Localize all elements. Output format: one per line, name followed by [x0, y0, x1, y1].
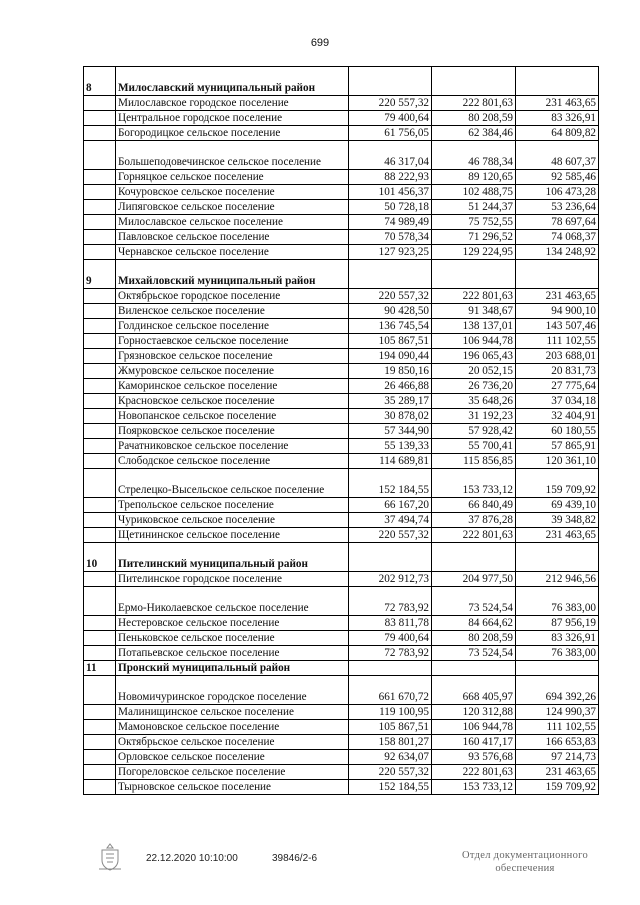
row-index-cell [84, 750, 116, 765]
settlement-name: Центральное городское поселение [116, 111, 349, 126]
value-year-3: 166 653,83 [516, 735, 599, 750]
value-year-1: 72 783,92 [349, 646, 432, 661]
value-year-2: 37 876,28 [432, 513, 516, 528]
row-index-cell [84, 765, 116, 780]
row-index-cell [84, 334, 116, 349]
row-index-cell [84, 616, 116, 631]
table-row [84, 587, 599, 616]
value-year-3: 212 946,56 [516, 572, 599, 587]
value-year-2: 222 801,63 [432, 765, 516, 780]
table-row [84, 735, 599, 750]
settlement-name: Чернавское сельское поселение [116, 245, 349, 260]
value-year-1: 55 139,33 [349, 439, 432, 454]
value-year-1: 661 670,72 [349, 676, 432, 705]
value-year-1: 37 494,74 [349, 513, 432, 528]
value-year-3: 83 326,91 [516, 111, 599, 126]
settlement-name: Чуриковское сельское поселение [116, 513, 349, 528]
value-year-2: 31 192,23 [432, 409, 516, 424]
value-year-2: 84 664,62 [432, 616, 516, 631]
value-year-2: 196 065,43 [432, 349, 516, 364]
value-year-3: 94 900,10 [516, 304, 599, 319]
value-year-3: 111 102,55 [516, 720, 599, 735]
table-row [84, 780, 599, 795]
table-row [84, 126, 599, 141]
value-year-2: 51 244,37 [432, 200, 516, 215]
table-row [84, 646, 599, 661]
settlement-name: Октябрьское городское поселение [116, 289, 349, 304]
value-year-3: 134 248,92 [516, 245, 599, 260]
empty-cell [349, 661, 432, 676]
value-year-3: 87 956,19 [516, 616, 599, 631]
value-year-2: 102 488,75 [432, 185, 516, 200]
empty-cell [432, 67, 516, 96]
page-number: 699 [310, 37, 330, 49]
table-row [84, 200, 599, 215]
value-year-1: 26 466,88 [349, 379, 432, 394]
value-year-2: 160 417,17 [432, 735, 516, 750]
value-year-1: 127 923,25 [349, 245, 432, 260]
value-year-1: 46 317,04 [349, 141, 432, 170]
value-year-3: 32 404,91 [516, 409, 599, 424]
section-number: 10 [84, 543, 116, 572]
row-index-cell [84, 245, 116, 260]
empty-cell [432, 260, 516, 289]
row-index-cell [84, 735, 116, 750]
settlement-name: Горняцкое сельское поселение [116, 170, 349, 185]
empty-cell [349, 260, 432, 289]
district-name: Пронский муниципальный район [116, 661, 349, 676]
settlement-name: Мамоновское сельское поселение [116, 720, 349, 735]
settlement-name: Слободское сельское поселение [116, 454, 349, 469]
table-row [84, 245, 599, 260]
table-row [84, 498, 599, 513]
table-row [84, 185, 599, 200]
settlement-name: Рачатниковское сельское поселение [116, 439, 349, 454]
table-row [84, 572, 599, 587]
district-name: Михайловский муниципальный район [116, 260, 349, 289]
value-year-2: 153 733,12 [432, 780, 516, 795]
district-name: Пителинский муниципальный район [116, 543, 349, 572]
value-year-2: 115 856,85 [432, 454, 516, 469]
row-index-cell [84, 319, 116, 334]
settlement-name: Малинищинское сельское поселение [116, 705, 349, 720]
value-year-1: 194 090,44 [349, 349, 432, 364]
table-row [84, 111, 599, 126]
settlement-name: Красновское сельское поселение [116, 394, 349, 409]
value-year-3: 53 236,64 [516, 200, 599, 215]
value-year-1: 105 867,51 [349, 334, 432, 349]
value-year-2: 75 752,55 [432, 215, 516, 230]
value-year-3: 20 831,73 [516, 364, 599, 379]
settlement-name: Ермо-Николаевское сельское поселение [116, 587, 349, 616]
settlement-name: Новомичуринское городское поселение [116, 676, 349, 705]
row-index-cell [84, 528, 116, 543]
row-index-cell [84, 96, 116, 111]
value-year-2: 57 928,42 [432, 424, 516, 439]
value-year-2: 204 977,50 [432, 572, 516, 587]
value-year-1: 74 989,49 [349, 215, 432, 230]
value-year-1: 220 557,32 [349, 765, 432, 780]
settlement-name: Стрелецко-Высельское сельское поселение [116, 469, 349, 498]
table-row [84, 394, 599, 409]
row-index-cell [84, 631, 116, 646]
row-index-cell [84, 349, 116, 364]
value-year-3: 143 507,46 [516, 319, 599, 334]
department-stamp [440, 849, 610, 875]
settlement-name: Грязновское сельское поселение [116, 349, 349, 364]
value-year-3: 203 688,01 [516, 349, 599, 364]
settlement-name: Трепольское сельское поселение [116, 498, 349, 513]
row-index-cell [84, 439, 116, 454]
value-year-2: 35 648,26 [432, 394, 516, 409]
table-row [84, 289, 599, 304]
empty-cell [432, 661, 516, 676]
value-year-2: 80 208,59 [432, 631, 516, 646]
value-year-3: 97 214,73 [516, 750, 599, 765]
value-year-3: 37 034,18 [516, 394, 599, 409]
settlement-name: Нестеровское сельское поселение [116, 616, 349, 631]
settlement-name: Милославское городское поселение [116, 96, 349, 111]
settlement-name: Щетининское сельское поселение [116, 528, 349, 543]
value-year-3: 64 809,82 [516, 126, 599, 141]
value-year-3: 74 068,37 [516, 230, 599, 245]
value-year-2: 138 137,01 [432, 319, 516, 334]
value-year-1: 83 811,78 [349, 616, 432, 631]
value-year-2: 66 840,49 [432, 498, 516, 513]
empty-cell [516, 661, 599, 676]
table-body [84, 67, 599, 795]
settlement-name: Пителинское городское поселение [116, 572, 349, 587]
value-year-1: 57 344,90 [349, 424, 432, 439]
value-year-1: 61 756,05 [349, 126, 432, 141]
table-row [84, 141, 599, 170]
row-index-cell [84, 215, 116, 230]
table-row [84, 379, 599, 394]
table-row [84, 230, 599, 245]
settlement-name: Тырновское сельское поселение [116, 780, 349, 795]
value-year-2: 222 801,63 [432, 289, 516, 304]
row-index-cell [84, 230, 116, 245]
value-year-1: 70 578,34 [349, 230, 432, 245]
value-year-1: 79 400,64 [349, 111, 432, 126]
table-row [84, 409, 599, 424]
row-index-cell [84, 170, 116, 185]
value-year-2: 62 384,46 [432, 126, 516, 141]
value-year-1: 35 289,17 [349, 394, 432, 409]
row-index-cell [84, 454, 116, 469]
value-year-3: 231 463,65 [516, 289, 599, 304]
row-index-cell [84, 379, 116, 394]
settlement-name: Большеподовечинское сельское поселение [116, 141, 349, 170]
settlement-name: Октябрьское сельское поселение [116, 735, 349, 750]
table-row [84, 454, 599, 469]
section-number: 9 [84, 260, 116, 289]
row-index-cell [84, 498, 116, 513]
value-year-3: 231 463,65 [516, 528, 599, 543]
table-row [84, 364, 599, 379]
row-index-cell [84, 200, 116, 215]
value-year-3: 694 392,26 [516, 676, 599, 705]
district-header-row [84, 67, 599, 96]
table-row [84, 96, 599, 111]
row-index-cell [84, 141, 116, 170]
value-year-2: 222 801,63 [432, 96, 516, 111]
row-index-cell [84, 126, 116, 141]
stamp-line-1: Отдел документационного [461, 850, 589, 861]
value-year-2: 89 120,65 [432, 170, 516, 185]
value-year-1: 152 184,55 [349, 469, 432, 498]
value-year-1: 136 745,54 [349, 319, 432, 334]
district-name: Милославский муниципальный район [116, 67, 349, 96]
row-index-cell [84, 394, 116, 409]
empty-cell [432, 543, 516, 572]
value-year-2: 20 052,15 [432, 364, 516, 379]
row-index-cell [84, 780, 116, 795]
settlement-name: Погореловское сельское поселение [116, 765, 349, 780]
coat-of-arms-icon [97, 842, 123, 872]
value-year-3: 106 473,28 [516, 185, 599, 200]
value-year-1: 50 728,18 [349, 200, 432, 215]
settlement-name: Каморинское сельское поселение [116, 379, 349, 394]
table-row [84, 170, 599, 185]
value-year-3: 78 697,64 [516, 215, 599, 230]
value-year-1: 152 184,55 [349, 780, 432, 795]
value-year-2: 129 224,95 [432, 245, 516, 260]
settlement-name: Милославское сельское поселение [116, 215, 349, 230]
value-year-2: 120 312,88 [432, 705, 516, 720]
value-year-1: 72 783,92 [349, 587, 432, 616]
value-year-2: 46 788,34 [432, 141, 516, 170]
empty-cell [349, 543, 432, 572]
value-year-1: 220 557,32 [349, 528, 432, 543]
settlement-name: Потапьевское сельское поселение [116, 646, 349, 661]
row-index-cell [84, 289, 116, 304]
row-index-cell [84, 469, 116, 498]
value-year-2: 106 944,78 [432, 334, 516, 349]
settlement-name: Голдинское сельское поселение [116, 319, 349, 334]
settlement-name: Кочуровское сельское поселение [116, 185, 349, 200]
table-row [84, 215, 599, 230]
value-year-3: 231 463,65 [516, 765, 599, 780]
value-year-2: 73 524,54 [432, 646, 516, 661]
value-year-2: 93 576,68 [432, 750, 516, 765]
value-year-3: 60 180,55 [516, 424, 599, 439]
footer-doc-id: 39846/2-6 [272, 853, 318, 864]
value-year-3: 69 439,10 [516, 498, 599, 513]
table-row [84, 705, 599, 720]
value-year-3: 83 326,91 [516, 631, 599, 646]
value-year-2: 73 524,54 [432, 587, 516, 616]
table-row [84, 676, 599, 705]
row-index-cell [84, 720, 116, 735]
value-year-3: 48 607,37 [516, 141, 599, 170]
table-row [84, 720, 599, 735]
row-index-cell [84, 409, 116, 424]
value-year-1: 90 428,50 [349, 304, 432, 319]
value-year-2: 55 700,41 [432, 439, 516, 454]
value-year-1: 202 912,73 [349, 572, 432, 587]
value-year-3: 57 865,91 [516, 439, 599, 454]
empty-cell [516, 67, 599, 96]
district-header-row [84, 260, 599, 289]
empty-cell [349, 67, 432, 96]
row-index-cell [84, 111, 116, 126]
section-number: 8 [84, 67, 116, 96]
value-year-2: 91 348,67 [432, 304, 516, 319]
table-row [84, 750, 599, 765]
value-year-2: 222 801,63 [432, 528, 516, 543]
row-index-cell [84, 513, 116, 528]
table-row [84, 334, 599, 349]
value-year-3: 159 709,92 [516, 780, 599, 795]
table-row [84, 528, 599, 543]
footer-datetime: 22.12.2020 10:10:00 [146, 853, 238, 864]
settlement-name: Пеньковское сельское поселение [116, 631, 349, 646]
settlement-name: Горностаевское сельское поселение [116, 334, 349, 349]
table-row [84, 424, 599, 439]
table-row [84, 349, 599, 364]
value-year-3: 111 102,55 [516, 334, 599, 349]
value-year-2: 153 733,12 [432, 469, 516, 498]
district-header-row [84, 661, 599, 676]
table-row [84, 439, 599, 454]
row-index-cell [84, 304, 116, 319]
value-year-1: 88 222,93 [349, 170, 432, 185]
value-year-3: 39 348,82 [516, 513, 599, 528]
value-year-1: 105 867,51 [349, 720, 432, 735]
value-year-1: 19 850,16 [349, 364, 432, 379]
table-row [84, 319, 599, 334]
value-year-1: 158 801,27 [349, 735, 432, 750]
table-row [84, 304, 599, 319]
row-index-cell [84, 646, 116, 661]
value-year-3: 76 383,00 [516, 646, 599, 661]
value-year-1: 66 167,20 [349, 498, 432, 513]
settlement-name: Новопанское сельское поселение [116, 409, 349, 424]
table-row [84, 469, 599, 498]
settlement-name: Липяговское сельское поселение [116, 200, 349, 215]
settlement-name: Богородицкое сельское поселение [116, 126, 349, 141]
value-year-3: 27 775,64 [516, 379, 599, 394]
value-year-1: 92 634,07 [349, 750, 432, 765]
row-index-cell [84, 572, 116, 587]
value-year-2: 668 405,97 [432, 676, 516, 705]
row-index-cell [84, 424, 116, 439]
value-year-2: 26 736,20 [432, 379, 516, 394]
value-year-3: 92 585,46 [516, 170, 599, 185]
settlement-name: Виленское сельское поселение [116, 304, 349, 319]
row-index-cell [84, 364, 116, 379]
section-number: 11 [84, 661, 116, 676]
value-year-1: 30 878,02 [349, 409, 432, 424]
row-index-cell [84, 185, 116, 200]
table-row [84, 765, 599, 780]
settlement-name: Орловское сельское поселение [116, 750, 349, 765]
empty-cell [516, 543, 599, 572]
settlement-name: Жмуровское сельское поселение [116, 364, 349, 379]
value-year-3: 159 709,92 [516, 469, 599, 498]
empty-cell [516, 260, 599, 289]
value-year-1: 220 557,32 [349, 289, 432, 304]
row-index-cell [84, 705, 116, 720]
settlement-name: Поярковское сельское поселение [116, 424, 349, 439]
settlement-name: Павловское сельское поселение [116, 230, 349, 245]
stamp-line-2: обеспечения [495, 863, 555, 874]
value-year-2: 71 296,52 [432, 230, 516, 245]
value-year-3: 231 463,65 [516, 96, 599, 111]
value-year-2: 106 944,78 [432, 720, 516, 735]
row-index-cell [84, 676, 116, 705]
value-year-3: 124 990,37 [516, 705, 599, 720]
value-year-2: 80 208,59 [432, 111, 516, 126]
value-year-3: 120 361,10 [516, 454, 599, 469]
value-year-1: 220 557,32 [349, 96, 432, 111]
district-header-row [84, 543, 599, 572]
budget-table [83, 66, 599, 795]
value-year-1: 114 689,81 [349, 454, 432, 469]
value-year-1: 101 456,37 [349, 185, 432, 200]
value-year-1: 79 400,64 [349, 631, 432, 646]
table-row [84, 631, 599, 646]
value-year-3: 76 383,00 [516, 587, 599, 616]
table-row [84, 513, 599, 528]
row-index-cell [84, 587, 116, 616]
value-year-1: 119 100,95 [349, 705, 432, 720]
table-row [84, 616, 599, 631]
